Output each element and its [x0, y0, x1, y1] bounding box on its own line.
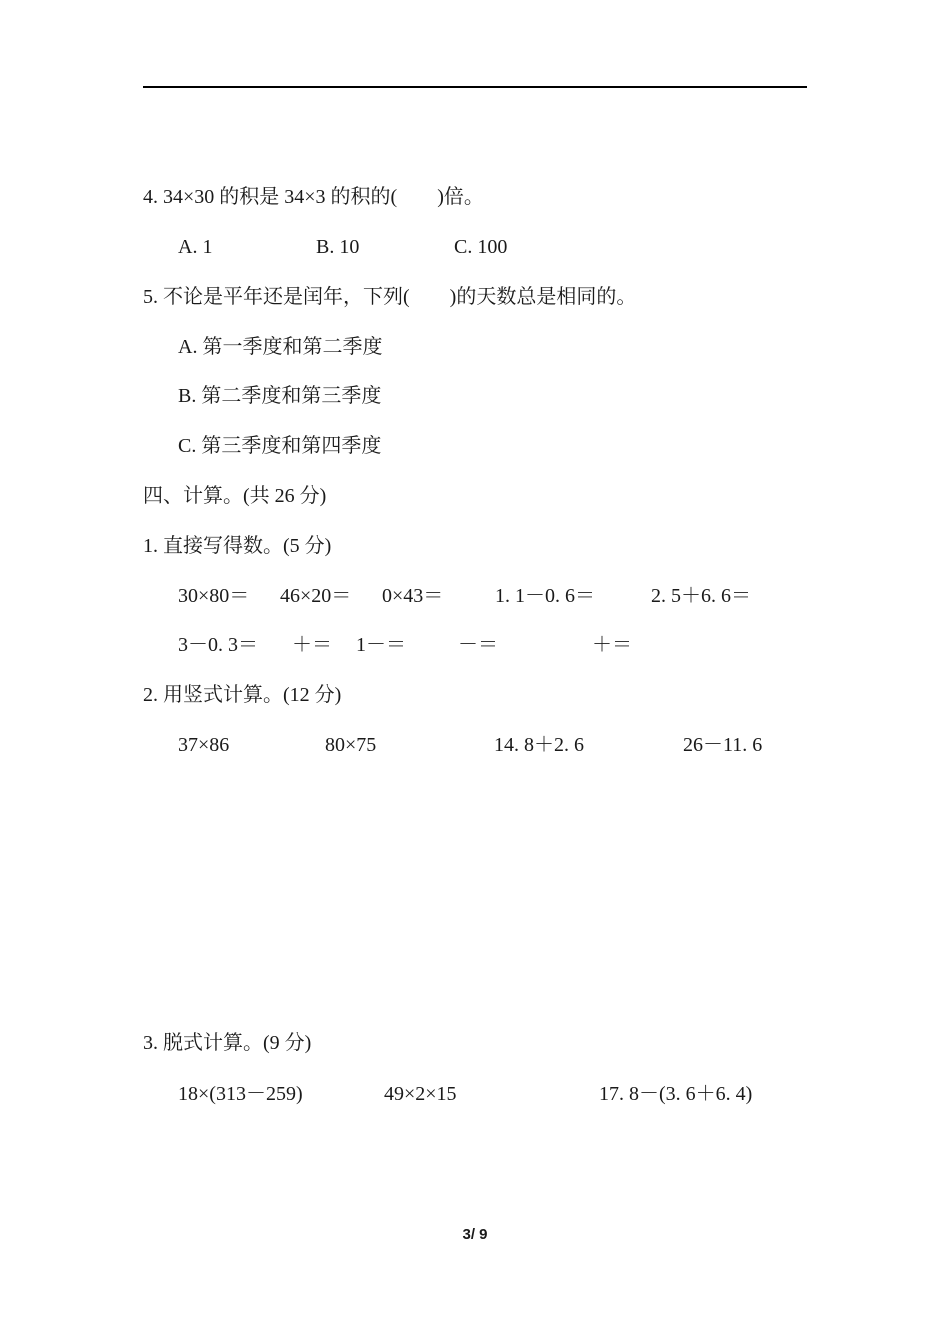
sub1-title: 1. 直接写得数。(5 分)	[143, 535, 332, 557]
q4-option-b: B. 10	[316, 236, 360, 258]
sub3-item1: 18×(313－259)	[178, 1083, 303, 1105]
sub3-title: 3. 脱式计算。(9 分)	[143, 1032, 312, 1054]
sub1-r2-item2: ＋＝	[292, 634, 332, 656]
sub1-r2-item3: 1－＝	[356, 634, 406, 656]
q5-option-b: B. 第二季度和第三季度	[178, 385, 382, 407]
sub1-r1-item3: 0×43＝	[382, 585, 444, 607]
sub2-item4: 26－11. 6	[683, 734, 763, 756]
sub2-item2: 80×75	[325, 734, 377, 756]
sub1-r1-item1: 30×80＝	[178, 585, 250, 607]
sub1-r2-item1: 3－0. 3＝	[178, 634, 258, 656]
sub3-item2: 49×2×15	[384, 1083, 457, 1105]
sub1-r2-item4: －＝	[458, 634, 498, 656]
q4-option-a: A. 1	[178, 236, 213, 258]
sub1-r1-item5: 2. 5＋6. 6＝	[651, 585, 751, 607]
q4-stem: 4. 34×30 的积是 34×3 的积的( )倍。	[143, 186, 484, 208]
sub3-item3: 17. 8－(3. 6＋6. 4)	[599, 1083, 753, 1105]
sub1-r2-item5: ＋＝	[592, 634, 632, 656]
sub1-r1-item2: 46×20＝	[280, 585, 352, 607]
sub2-item3: 14. 8＋2. 6	[494, 734, 584, 756]
q5-option-c: C. 第三季度和第四季度	[178, 435, 382, 457]
q5-stem: 5. 不论是平年还是闰年，下列( )的天数总是相同的。	[143, 286, 637, 308]
sub2-item1: 37×86	[178, 734, 230, 756]
header-rule	[143, 86, 807, 88]
sub2-title: 2. 用竖式计算。(12 分)	[143, 684, 342, 706]
page-number: 3/ 9	[462, 1226, 488, 1243]
q5-option-a: A. 第一季度和第二季度	[178, 336, 383, 358]
sub1-r1-item4: 1. 1－0. 6＝	[495, 585, 595, 607]
q4-option-c: C. 100	[454, 236, 508, 258]
section4-title: 四、计算。(共 26 分)	[143, 485, 327, 507]
